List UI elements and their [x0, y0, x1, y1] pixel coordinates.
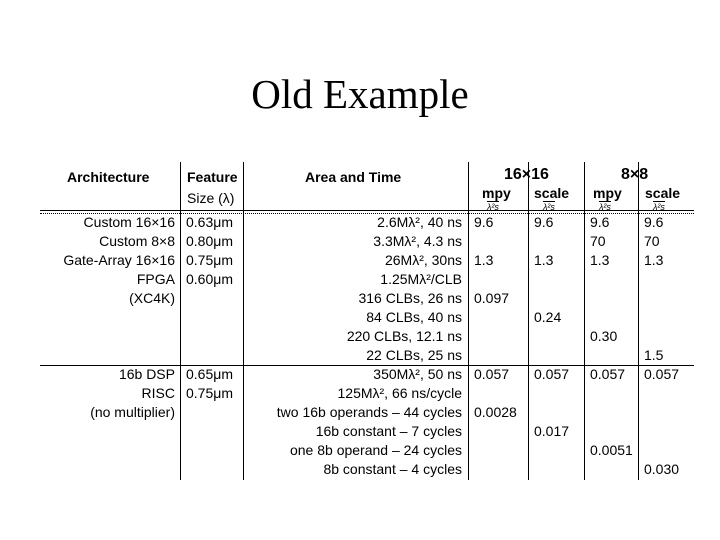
mpy-8-cell: 0.30 — [590, 328, 618, 344]
unit-label: λ²s — [543, 202, 555, 212]
group-8x8-header: 8×8 — [621, 166, 649, 183]
architecture-cell — [40, 346, 175, 365]
unit-label: λ²s — [599, 202, 611, 212]
scale-8-cell: 0.030 — [644, 461, 680, 477]
mpy-8-cell: 1.3 — [590, 252, 610, 268]
unit-label: λ²s — [653, 202, 665, 212]
architecture-cell: FPGA — [136, 271, 175, 287]
slide-title: Old Example — [251, 71, 469, 117]
area-time-cell: 125Mλ², 66 ns/cycle — [337, 385, 462, 401]
feature-size-cell: 0.63μm — [186, 214, 233, 230]
mpy-16-cell: 0.057 — [474, 366, 510, 382]
area-time-cell: 84 CLBs, 40 ns — [366, 309, 462, 325]
architecture-cell — [40, 308, 175, 327]
scale-16-cell: 0.017 — [534, 423, 570, 439]
unit-label: λ²s — [487, 202, 499, 212]
architecture-cell — [40, 422, 175, 441]
feature-size-cell: 0.75μm — [186, 385, 233, 401]
area-time-header: Area and Time — [305, 169, 402, 185]
architecture-cell: Custom 16×16 — [83, 214, 175, 230]
group-16x16-header: 16×16 — [504, 166, 549, 183]
architecture-cell — [40, 441, 175, 460]
scale-16-cell: 0.24 — [534, 309, 562, 325]
header-rule — [40, 210, 694, 211]
architecture-cell: Gate-Array 16×16 — [63, 252, 175, 268]
mpy-16-cell: 1.3 — [474, 252, 494, 268]
architecture-cell: (XC4K) — [129, 290, 175, 306]
area-time-cell: 316 CLBs, 26 ns — [358, 290, 462, 306]
mpy-8-cell: 0.057 — [590, 366, 626, 382]
scale-8-cell: 1.5 — [644, 347, 664, 363]
feature-size-cell: 0.75μm — [186, 252, 233, 268]
mpy-16-cell: 9.6 — [474, 214, 494, 230]
architecture-cell: RISC — [141, 385, 175, 401]
area-time-cell: two 16b operands – 44 cycles — [276, 404, 462, 420]
mpy-16-cell: 0.0028 — [474, 404, 517, 420]
area-time-cell: one 8b operand – 24 cycles — [289, 442, 462, 458]
scale-8-cell: 9.6 — [644, 214, 664, 230]
scale-8-cell: 70 — [644, 233, 660, 249]
scale-8-cell: 1.3 — [644, 252, 664, 268]
feature-size-cell: 0.65μm — [186, 366, 233, 382]
feature-size-cell: 0.80μm — [186, 233, 233, 249]
architecture-cell: 16b DSP — [118, 366, 175, 382]
scale-16-cell: 1.3 — [534, 252, 554, 268]
area-time-cell: 22 CLBs, 25 ns — [366, 347, 462, 363]
area-time-cell: 26Mλ², 30ns — [384, 252, 462, 268]
area-time-cell: 220 CLBs, 12.1 ns — [346, 328, 462, 344]
architecture-cell — [40, 327, 175, 346]
architecture-cell — [40, 460, 175, 479]
scale-16-header: scale — [534, 185, 570, 201]
scale-16-cell: 9.6 — [534, 214, 554, 230]
feature-size-header: Size (λ) — [187, 190, 235, 206]
area-time-cell: 1.25Mλ²/CLB — [380, 271, 462, 287]
scale-8-cell: 0.057 — [644, 366, 680, 382]
area-time-cell: 3.3Mλ², 4.3 ns — [373, 233, 462, 249]
mpy-8-cell: 70 — [590, 233, 606, 249]
scale-8-header: scale — [645, 185, 681, 201]
architecture-cell: (no multiplier) — [90, 404, 175, 420]
area-time-cell: 8b constant – 4 cycles — [323, 461, 462, 477]
scale-16-cell: 0.057 — [534, 366, 570, 382]
mpy-16-header: mpy — [482, 185, 511, 201]
architecture-cell: Custom 8×8 — [99, 233, 175, 249]
mpy-8-cell: 9.6 — [590, 214, 610, 230]
area-time-cell: 16b constant – 7 cycles — [315, 423, 462, 439]
architecture-header: Architecture — [67, 169, 150, 185]
mpy-16-cell: 0.097 — [474, 290, 510, 306]
feature-size-cell: 0.60μm — [186, 271, 233, 287]
mpy-8-header: mpy — [593, 185, 622, 201]
mpy-8-cell: 0.0051 — [590, 442, 633, 458]
comparison-table — [40, 162, 694, 480]
feature-header: Feature — [187, 169, 238, 185]
area-time-cell: 350Mλ², 50 ns — [373, 366, 462, 382]
area-time-cell: 2.6Mλ², 40 ns — [377, 214, 462, 230]
